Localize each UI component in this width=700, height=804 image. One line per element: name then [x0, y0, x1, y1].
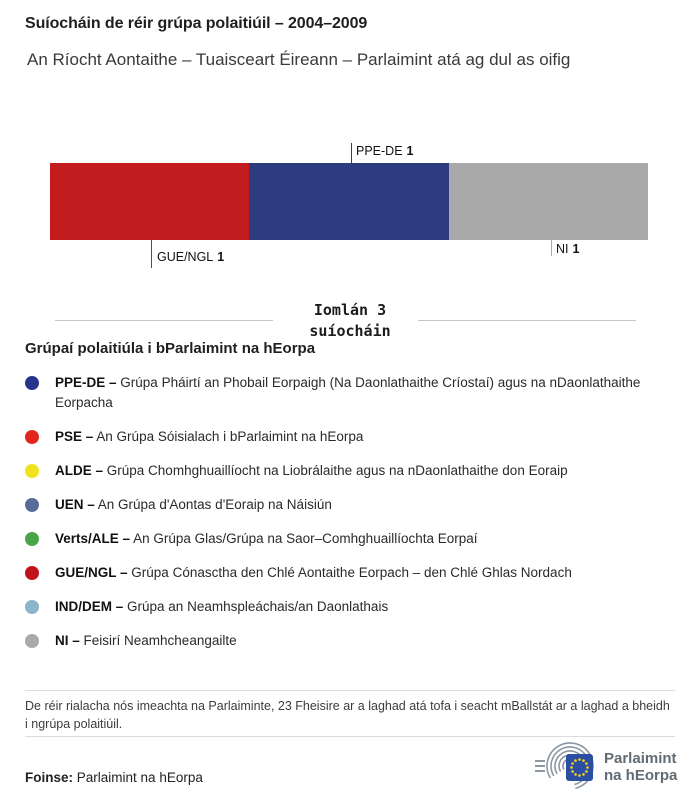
legend-item: [25, 597, 680, 617]
logo-wordmark: Parlaimint na hEorpa: [604, 750, 678, 784]
callout-label-ni: NI 1: [556, 242, 580, 256]
note-divider-top: [25, 690, 675, 691]
group-description: Grúpa Cónasctha den Chlé Aontaithe Eorpach – den Chlé Ghlas Nordach: [131, 565, 572, 580]
legend-item: [25, 461, 680, 481]
group-abbr: IND/DEM –: [55, 599, 124, 614]
bar-segment-ni: [449, 163, 648, 240]
legend-item: [25, 563, 680, 583]
group-description: An Grúpa d'Aontas d'Eoraip na Náisiún: [97, 497, 332, 512]
group-abbr: GUE/NGL –: [55, 565, 128, 580]
page-subtitle: An Ríocht Aontaithe – Tuaisceart Éireann – Parlaimint atá ag dul as oifig: [27, 50, 571, 69]
hemicycle-icon: [534, 741, 596, 793]
total-seats-label: Iomlán 3 suíocháin: [309, 301, 391, 340]
legend-heading: Grúpaí polaitiúla i bParlaimint na hEorpa: [25, 340, 316, 357]
legend-item: [25, 631, 680, 651]
seats-stacked-bar: [50, 163, 648, 240]
eu-flag-icon: [566, 754, 593, 781]
group-color-dot-icon: [25, 532, 39, 546]
legend-item: [25, 529, 680, 549]
legend: [25, 373, 680, 665]
group-color-dot-icon: [25, 498, 39, 512]
group-description: Grúpa Pháirtí an Phobail Eorpaigh (Na Daonlathaithe Críostaí) agus na nDaonlathaithe Eorpacha: [55, 375, 641, 410]
group-color-dot-icon: [25, 430, 39, 444]
group-abbr: Verts/ALE –: [55, 531, 131, 546]
source-line: Foinse: Parlaimint na hEorpa: [25, 770, 203, 785]
group-abbr: UEN –: [55, 497, 95, 512]
group-abbr: ALDE –: [55, 463, 104, 478]
callout-label-gue-ngl: GUE/NGL 1: [157, 250, 225, 264]
group-description: An Grúpa Sóisialach i bParlaimint na hEorpa: [96, 429, 364, 444]
callout-tick-ppe-de: [351, 143, 352, 163]
european-parliament-logo: [534, 741, 677, 793]
page-title: Suíocháin de réir grúpa polaitiúil – 2004–2009: [25, 15, 368, 32]
callout-tick-gue-ngl: [151, 240, 152, 268]
group-abbr: PPE-DE –: [55, 375, 117, 390]
group-abbr: NI –: [55, 633, 80, 648]
group-color-dot-icon: [25, 600, 39, 614]
group-abbr: PSE –: [55, 429, 94, 444]
callout-tick-ni: [551, 240, 552, 256]
legend-item: [25, 495, 680, 515]
group-color-dot-icon: [25, 464, 39, 478]
bar-segment-ppe-de: [249, 163, 448, 240]
bar-segment-gue-ngl: [50, 163, 249, 240]
callout-label-ppe-de: PPE-DE 1: [356, 144, 414, 158]
footnote: De réir rialacha nós imeachta na Parlaiminte, 23 Fheisire ar a laghad atá tofa i seacht mBallstát ar a laghad a bheidh i ngrúpa polaitiúil.: [25, 699, 670, 731]
legend-item: [25, 373, 680, 413]
group-description: Feisirí Neamhcheangailte: [83, 633, 237, 648]
group-description: Grúpa Chomhghuaillíocht na Liobrálaithe agus na nDaonlathaithe don Eoraip: [106, 463, 568, 478]
group-color-dot-icon: [25, 566, 39, 580]
group-color-dot-icon: [25, 634, 39, 648]
group-color-dot-icon: [25, 376, 39, 390]
note-divider-bottom: [25, 736, 675, 737]
group-description: An Grúpa Glas/Grúpa na Saor–Comhghuaillíochta Eorpaí: [133, 531, 478, 546]
legend-item: [25, 427, 680, 447]
group-description: Grúpa an Neamhspleáchais/an Daonlathais: [127, 599, 389, 614]
